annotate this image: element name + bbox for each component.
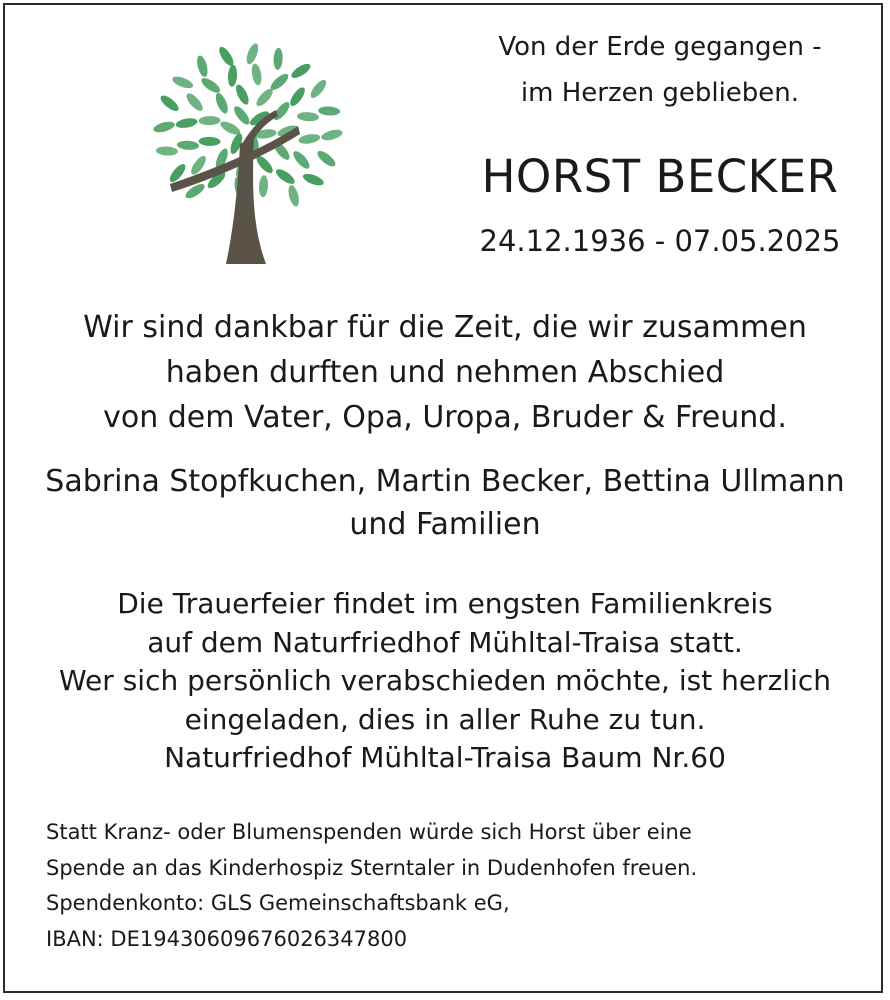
leaf	[152, 120, 176, 134]
donation-line: Spende an das Kinderhospiz Sterntaler in Dudenhofen freuen.	[46, 855, 698, 880]
leaf	[175, 117, 198, 130]
verse	[440, 24, 880, 116]
life-dates: 24.12.1936 - 07.05.2025	[479, 224, 841, 258]
leaf	[198, 116, 220, 126]
leaf	[288, 85, 308, 108]
leaf	[315, 148, 338, 169]
donation-line: IBAN: DE19430609676026347800	[46, 926, 408, 951]
donation-line: Statt Kranz- oder Blumenspenden würde sich Horst über eine	[46, 820, 692, 844]
tree-cross-icon	[148, 36, 358, 266]
family-line: Sabrina Stopfkuchen, Martin Becker, Bettina Ullmann	[45, 464, 845, 499]
leaf	[198, 137, 220, 147]
leaf	[213, 91, 230, 115]
leaf	[227, 65, 237, 88]
verse-line: im Herzen geblieben.	[520, 78, 800, 108]
leaf	[291, 149, 312, 171]
leaf	[287, 184, 301, 208]
leaf	[297, 112, 320, 122]
leaf	[301, 171, 325, 187]
leaf	[233, 83, 251, 107]
leaf	[258, 175, 268, 198]
leaf	[308, 78, 329, 101]
leaf	[289, 61, 312, 81]
leaf	[231, 104, 252, 127]
deceased-name: HORST BECKER	[481, 150, 839, 203]
leaf	[156, 146, 178, 156]
leaf	[195, 54, 209, 78]
donation-line: Spendenkonto: GLS Gemeinschaftsbank eG,	[46, 891, 510, 915]
family-names	[0, 460, 890, 546]
leaf	[177, 140, 200, 150]
service-line: Die Trauerfeier findet im engsten Familienkreis	[117, 587, 773, 620]
leaf	[298, 133, 321, 146]
verse-line: Von der Erde gegangen -	[498, 32, 822, 62]
leaf	[171, 74, 195, 90]
leaf	[273, 48, 283, 70]
leaf	[274, 167, 297, 187]
service-line: Wer sich persönlich verabschieden möchte, ist herzlich	[59, 664, 831, 697]
thanks-line: haben durften und nehmen Abschied	[165, 355, 725, 390]
leaf	[250, 63, 263, 86]
service-line: eingeladen, dies in aller Ruhe zu tun.	[184, 702, 706, 736]
service-info	[0, 585, 890, 778]
service-line: Naturfriedhof Mühltal-Traisa Baum Nr.60	[164, 741, 726, 774]
leaf	[320, 128, 344, 142]
leaf	[244, 42, 260, 66]
donation-info	[46, 815, 697, 957]
thanks-text	[0, 305, 890, 440]
family-line: und Familien	[349, 507, 541, 542]
leaf	[184, 91, 205, 113]
service-line: auf dem Naturfriedhof Mühltal-Traisa statt.	[147, 625, 743, 659]
leaf	[217, 45, 237, 68]
leaf	[199, 75, 222, 95]
leaf	[318, 106, 340, 116]
thanks-line: von dem Vater, Opa, Uropa, Bruder & Freund.	[103, 400, 787, 435]
leaf	[158, 93, 181, 114]
leaf	[268, 71, 290, 92]
thanks-line: Wir sind dankbar für die Zeit, die wir zusammen	[83, 310, 807, 345]
